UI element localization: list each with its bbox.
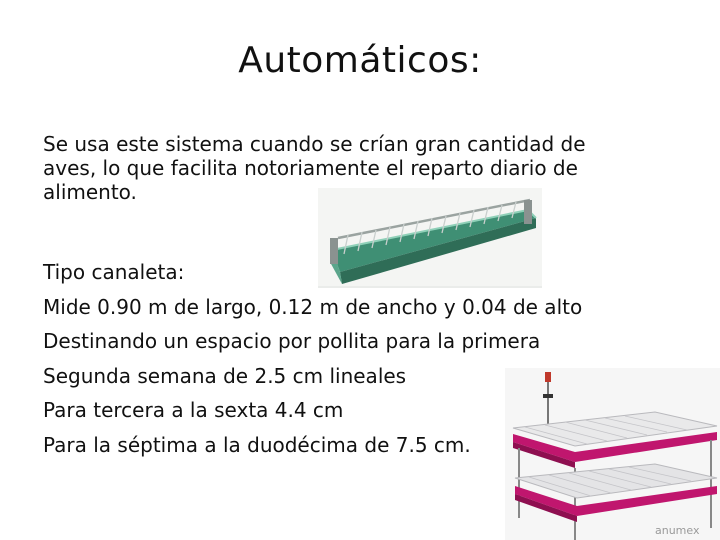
- slide-title: Automáticos:: [238, 40, 482, 81]
- poultry-cage-photo: [505, 368, 720, 540]
- detail-line: Para tercera a la sexta 4.4 cm: [43, 398, 344, 422]
- intro-line: alimento.: [43, 180, 137, 204]
- detail-line: Para la séptima a la duodécima de 7.5 cm.: [43, 432, 471, 457]
- detail-line: Mide 0.90 m de largo, 0.12 m de ancho y 0.04 de alto: [43, 294, 583, 319]
- intro-line: Se usa este sistema cuando se crían gran cantidad de: [43, 132, 586, 156]
- detail-line: Destinando un espacio por pollita para la primera: [43, 329, 541, 353]
- detail-line: Segunda semana de 2.5 cm lineales: [43, 363, 407, 388]
- feeder-details: [43, 260, 582, 467]
- detail-line: Tipo canaleta:: [43, 260, 185, 284]
- watermark-logo: anumex: [655, 524, 700, 537]
- intro-line: aves, lo que facilita notoriamente el reparto diario de: [43, 156, 578, 180]
